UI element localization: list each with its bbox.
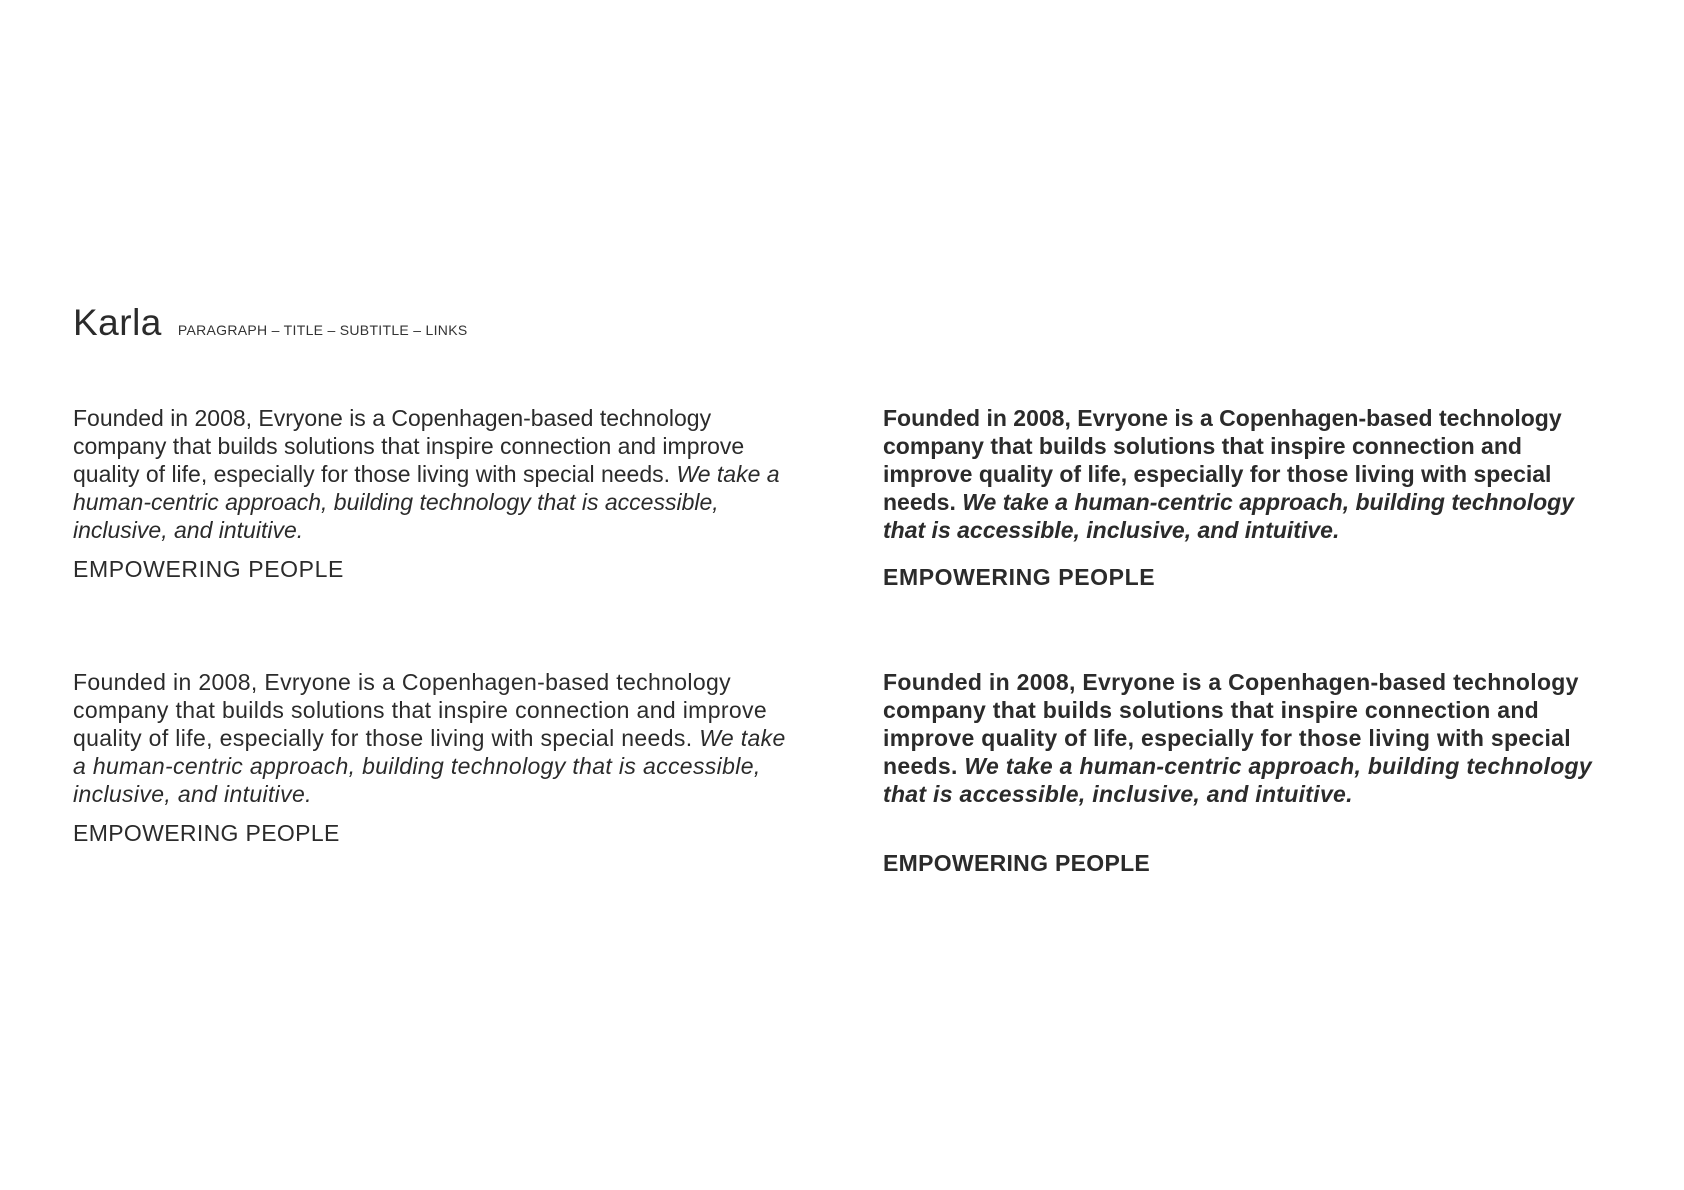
specimen-tagline: EMPOWERING PEOPLE [73, 820, 340, 846]
specimen-italic-text: We take a human-centric approach, building technology that is accessible, inclusive, and intuitive. [883, 489, 1574, 543]
specimen-body-text: Founded in 2008, Evryone is a Copenhagen-based technology company that builds solutions that inspire connection and improve quality of life, especially for those living with special needs. [73, 405, 745, 487]
font-uses-label: PARAGRAPH – TITLE – SUBTITLE – LINKS [177, 322, 468, 338]
specimen-paragraph [73, 404, 793, 544]
specimen-body-text: Founded in 2008, Evryone is a Copenhagen-based technology company that builds solutions that inspire connection and improve quality of life, especially for those living with special needs. [73, 669, 767, 751]
specimen-italic-text: We take a human-centric approach, building technology that is accessible, inclusive, and intuitive. [883, 753, 1592, 807]
specimen-paragraph [73, 668, 803, 808]
specimen-paragraph [883, 404, 1613, 544]
specimen-body-text: Founded in 2008, Evryone is a Copenhagen-based technology company that builds solutions that inspire connection and improve quality of life, especially for those living with special needs. [883, 405, 1562, 515]
specimen-italic-text: We take a human-centric approach, building technology that is accessible, inclusive, and intuitive. [73, 461, 780, 543]
specimen-tagline: EMPOWERING PEOPLE [883, 564, 1156, 590]
specimen-paragraph [883, 668, 1623, 808]
font-header [73, 302, 468, 344]
font-name-title: Karla [73, 302, 162, 343]
specimen-tagline: EMPOWERING PEOPLE [883, 850, 1151, 876]
specimen-italic-text: We take a human-centric approach, building technology that is accessible, inclusive, and intuitive. [73, 725, 786, 807]
specimen-semibold [883, 404, 1613, 591]
specimen-body-text: Founded in 2008, Evryone is a Copenhagen-based technology company that builds solutions that inspire connection and improve quality of life, especially for those living with special needs. [883, 669, 1579, 779]
specimen-regular [73, 404, 793, 583]
specimen-tagline: EMPOWERING PEOPLE [73, 556, 344, 582]
specimen-medium [73, 668, 803, 847]
specimen-bold [883, 668, 1623, 877]
